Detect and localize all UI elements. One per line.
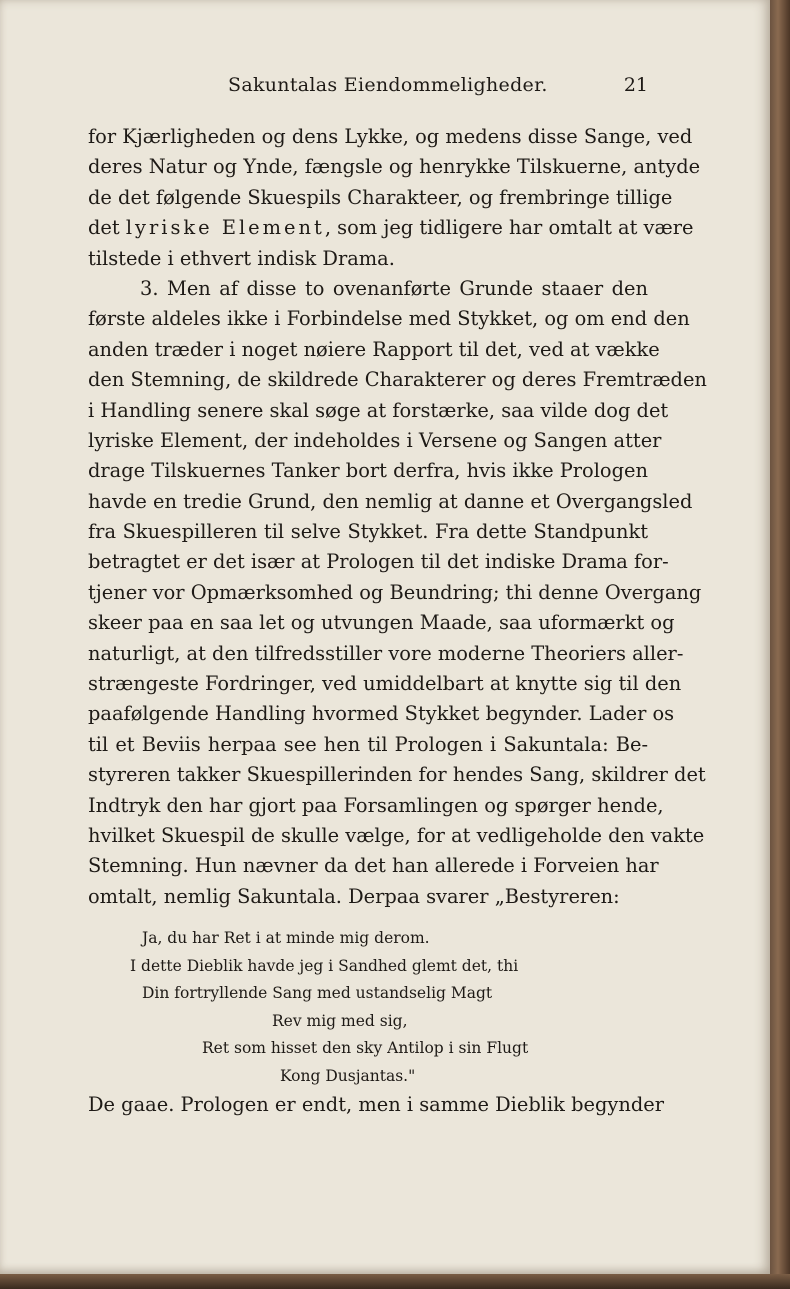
book-edge-right xyxy=(770,0,790,1289)
text-line: den Stemning, de skildrede Charakterer og deres Fremtræden xyxy=(88,368,707,392)
text-line: det lyriske Element, som jeg tidligere har omtalt at være xyxy=(88,216,694,240)
text-line: deres Natur og Ynde, fængsle og henrykke Tilskuerne, antyde xyxy=(88,155,701,179)
running-head xyxy=(88,74,648,102)
verse-line: Din fortryllende Sang med ustandselig Magt xyxy=(142,984,493,1003)
text-line: omtalt, nemlig Sakuntala. Derpaa svarer „Bestyreren: xyxy=(88,884,620,908)
running-title: Sakuntalas Eiendommeligheder. xyxy=(228,74,548,96)
text-line: Stemning. Hun nævner da det han allerede i Forveien har xyxy=(88,854,659,878)
text-line: for Kjærligheden og dens Lykke, og medens disse Sange, ved xyxy=(88,125,693,148)
text-line: strængeste Fordringer, ved umiddelbart at knytte sig til den xyxy=(88,672,682,696)
text-fragment: det xyxy=(88,216,120,240)
verse-line: Rev mig med sig, xyxy=(272,1011,408,1030)
text-line: første aldeles ikke i Forbindelse med Stykket, og om end den xyxy=(88,307,690,331)
text-line: skeer paa en saa let og utvungen Maade, saa uformærkt og xyxy=(88,611,675,635)
text-line: tilstede i ethvert indisk Drama. xyxy=(88,246,395,270)
text-line: styreren takker Skuespillerinden for hendes Sang, skildrer det xyxy=(88,763,706,787)
verse-line: Ret som hisset den sky Antilop i sin Flugt xyxy=(202,1039,529,1058)
text-line: i Handling senere skal søge at forstærke, saa vilde dog det xyxy=(88,398,669,422)
text-line: Indtryk den har gjort paa Forsamlingen og spørger hende, xyxy=(88,793,664,817)
paragraph-start-line: 3. Men af disse to ovenanførte Grunde staaer den xyxy=(140,276,648,300)
text-line: fra Skuespilleren til selve Stykket. Fra dette Standpunkt xyxy=(88,520,648,544)
verse-block xyxy=(88,925,648,1091)
text-fragment: som jeg tidligere har omtalt at være xyxy=(337,216,694,240)
text-line: betragtet er det især at Prologen til det indiske Drama for- xyxy=(88,550,669,574)
text-line: lyriske Element, der indeholdes i Versene og Sangen atter xyxy=(88,428,662,452)
book-edge-bottom xyxy=(0,1274,790,1289)
emphasized-term: lyriske Element xyxy=(125,216,325,240)
page-number: 21 xyxy=(623,74,648,96)
text-line: drage Tilskuernes Tanker bort derfra, hvis ikke Prologen xyxy=(88,459,648,483)
text-line: de det følgende Skuespils Charakteer, og frembringe tillige xyxy=(88,185,673,209)
text-line: paafølgende Handling hvormed Stykket begynder. Lader os xyxy=(88,702,675,726)
verse-line: Ja, du har Ret i at minde mig derom. xyxy=(142,929,430,947)
stage-direction-text xyxy=(88,1090,664,1120)
verse-line: I dette Dieblik havde jeg i Sandhed glemt det, thi xyxy=(130,956,519,975)
text-line: naturligt, at den tilfredsstiller vore moderne Theoriers aller- xyxy=(88,641,684,665)
text-line: havde en tredie Grund, den nemlig at danne et Overgangsled xyxy=(88,489,693,513)
text-line: tjener vor Opmærksomhed og Beundring; thi denne Overgang xyxy=(88,580,702,604)
verse-line: Kong Dusjantas." xyxy=(280,1066,416,1085)
text-line: anden træder i noget nøiere Rapport til det, ved at vække xyxy=(88,337,660,361)
body-text xyxy=(88,122,707,912)
text-line: hvilket Skuespil de skulle vælge, for at vedligeholde den vakte xyxy=(88,823,705,847)
text-line: De gaae. Prologen er endt, men i samme Dieblik begynder xyxy=(88,1093,664,1116)
text-line: til et Beviis herpaa see hen til Prologen i Sakuntala: Be- xyxy=(88,732,648,756)
